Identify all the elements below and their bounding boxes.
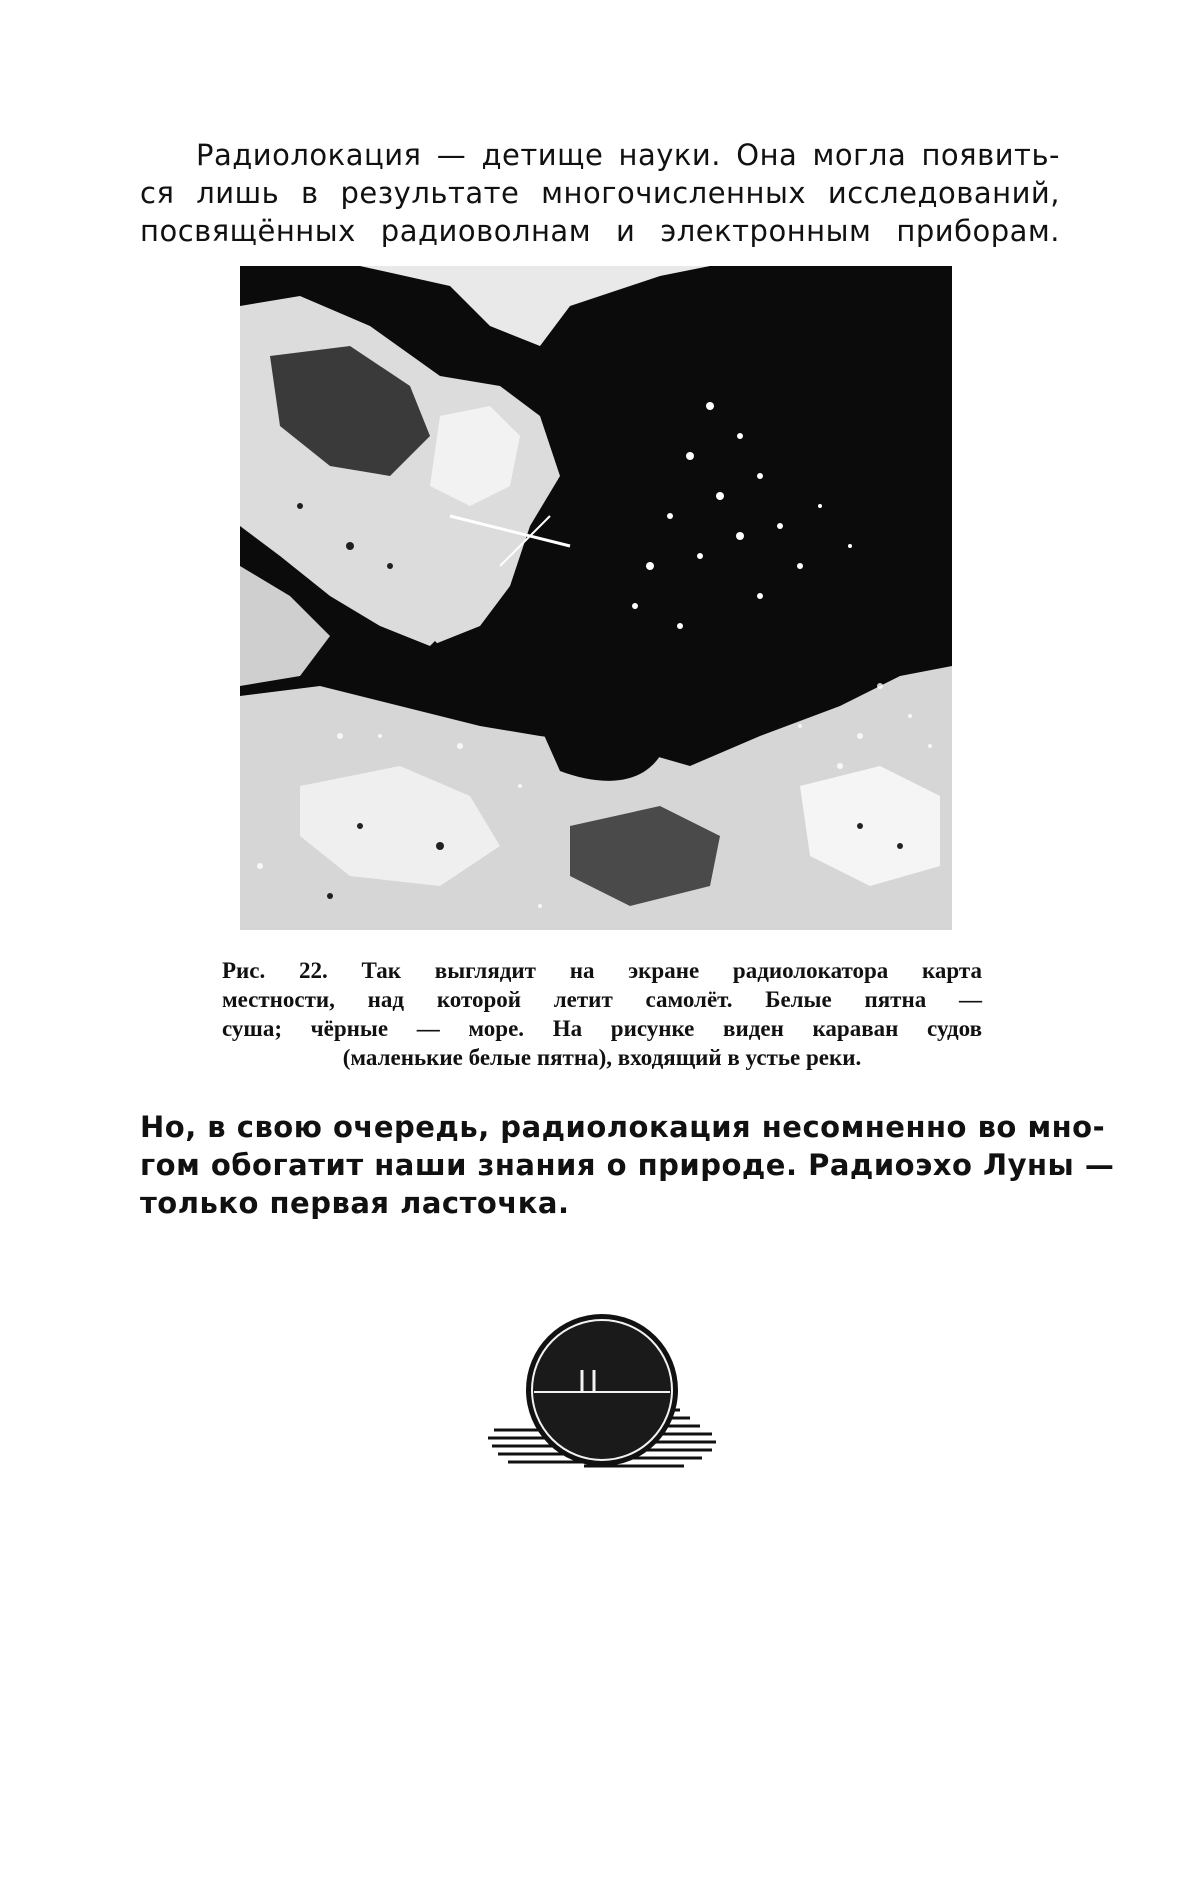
radar-map-image (240, 266, 952, 930)
paragraph-bottom-line-1: Но, в свою очередь, радиолокация несомненно во мно- (140, 1110, 1106, 1144)
paragraph-top-line-2: ся лишь в результате многочисленных исследований, (140, 176, 1060, 210)
paragraph-top-line-1: Радиолокация — детище науки. Она могла появить- (196, 138, 1060, 172)
caption-line-4: (маленькие белые пятна), входящий в устье реки. (342, 1045, 862, 1070)
caption-line-3: суша; чёрные — море. На рисунке виден караван судов (222, 1016, 982, 1041)
paragraph-top-line-3: посвящённых радиоволнам и электронным приборам. (140, 214, 1060, 248)
radar-screen-emblem-icon (484, 1310, 724, 1480)
paragraph-bottom (140, 1108, 1115, 1222)
caption-line-1: Рис. 22. Так выглядит на экране радиолокатора карта (222, 958, 982, 983)
radar-map-illustration (240, 266, 952, 930)
caption-line-2: местности, над которой летит самолёт. Белые пятна — (222, 987, 982, 1012)
paragraph-bottom-line-2: гом обогатит наши знания о природе. Радиоэхо Луны — (140, 1148, 1115, 1182)
paragraph-top (140, 136, 1060, 250)
paragraph-bottom-line-3: только первая ласточка. (140, 1186, 570, 1220)
figure-caption (222, 956, 982, 1072)
